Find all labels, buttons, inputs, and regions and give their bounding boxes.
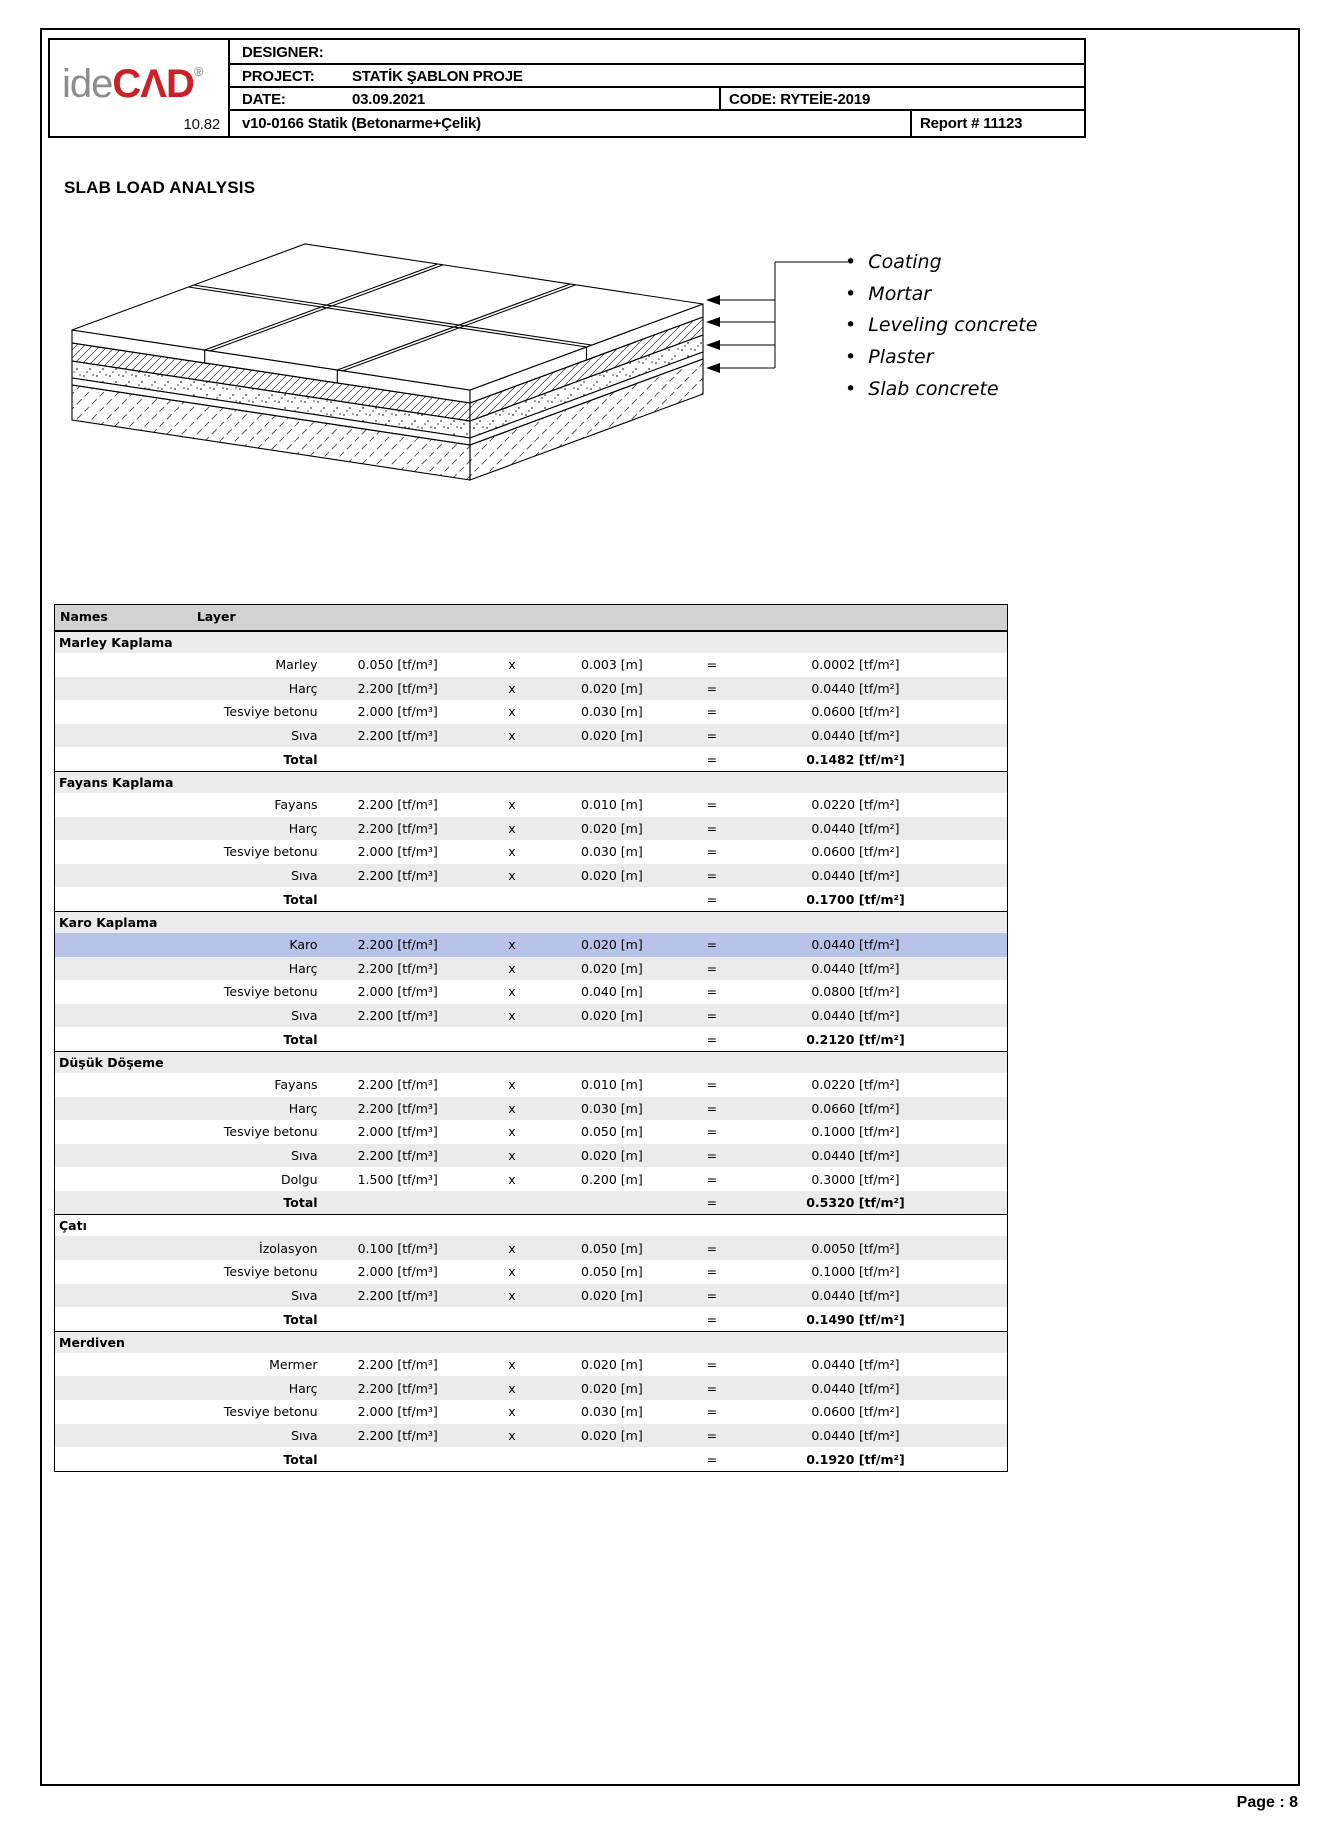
layer-load: 0.0440 [tf/m²] [811, 1008, 900, 1024]
total-load: 0.1482 [tf/m²] [806, 751, 905, 767]
registered-mark-icon: ® [193, 64, 204, 79]
layer-density: 2.000 [tf/m³] [357, 1264, 438, 1280]
layer-density: 2.000 [tf/m³] [357, 984, 438, 1000]
section-name: Merdiven [59, 1334, 125, 1350]
equals-sign: = [706, 657, 718, 673]
layer-thickness: 0.020 [m] [581, 728, 643, 744]
multiply-sign: x [508, 820, 516, 836]
equals-sign: = [706, 1451, 718, 1467]
equals-sign: = [706, 1264, 718, 1280]
layer-load: 0.0440 [tf/m²] [811, 960, 900, 976]
layer-thickness: 0.050 [m] [581, 1240, 643, 1256]
header-rows [230, 40, 1086, 136]
layer-load: 0.0600 [tf/m²] [811, 1404, 900, 1420]
layer-thickness: 0.020 [m] [581, 1147, 643, 1163]
layer-callout-lines [718, 262, 848, 368]
multiply-sign: x [508, 1100, 516, 1116]
multiply-sign: x [508, 844, 516, 860]
legend-item: • Leveling concrete [845, 310, 1037, 342]
layer-row [55, 653, 1007, 677]
layer-load: 0.0220 [tf/m²] [811, 797, 900, 813]
layer-density: 2.200 [tf/m³] [357, 1147, 438, 1163]
layer-density: 2.200 [tf/m³] [357, 960, 438, 976]
total-row [55, 1307, 1007, 1331]
equals-sign: = [706, 1031, 718, 1047]
layer-density: 2.200 [tf/m³] [357, 868, 438, 884]
section-name: Düşük Döşeme [59, 1054, 164, 1070]
equals-sign: = [706, 937, 718, 953]
section-header-row [55, 1214, 1007, 1236]
total-load: 0.5320 [tf/m²] [806, 1195, 905, 1211]
layer-name: Sıva [291, 1008, 318, 1024]
legend-item: • Mortar [845, 279, 1037, 311]
total-load: 0.1490 [tf/m²] [806, 1311, 905, 1327]
designer-label: DESIGNER: [242, 44, 324, 61]
logo-version: 10.82 [183, 116, 220, 133]
layer-thickness: 0.030 [m] [581, 704, 643, 720]
equals-sign: = [706, 797, 718, 813]
layer-name: Harç [288, 960, 318, 976]
legend-item: • Coating [845, 247, 1037, 279]
equals-sign: = [706, 1380, 718, 1396]
layer-load: 0.0440 [tf/m²] [811, 1287, 900, 1303]
multiply-sign: x [508, 704, 516, 720]
equals-sign: = [706, 1240, 718, 1256]
layer-thickness: 0.040 [m] [581, 984, 643, 1000]
equals-sign: = [706, 1100, 718, 1116]
layer-row [55, 933, 1007, 957]
layer-load: 0.0440 [tf/m²] [811, 868, 900, 884]
layer-density: 2.000 [tf/m³] [357, 844, 438, 860]
layer-load: 0.3000 [tf/m²] [811, 1171, 900, 1187]
report-title-block [48, 38, 1086, 138]
layer-name: Tesviye betonu [223, 1264, 318, 1280]
layer-thickness: 0.020 [m] [581, 1287, 643, 1303]
multiply-sign: x [508, 1380, 516, 1396]
equals-sign: = [706, 844, 718, 860]
layer-name: Karo [289, 937, 318, 953]
logo-text-ide: ide [62, 62, 113, 106]
layer-density: 2.000 [tf/m³] [357, 704, 438, 720]
layer-load: 0.0440 [tf/m²] [811, 820, 900, 836]
equals-sign: = [706, 1008, 718, 1024]
total-load: 0.1920 [tf/m²] [806, 1451, 905, 1467]
equals-sign: = [706, 1195, 718, 1211]
slab-isometric [72, 244, 703, 480]
layer-thickness: 0.003 [m] [581, 657, 643, 673]
layer-load: 0.0440 [tf/m²] [811, 1147, 900, 1163]
total-row [55, 1447, 1007, 1471]
report-number-cell: Report # 11123 [910, 111, 1086, 136]
layer-density: 2.000 [tf/m³] [357, 1404, 438, 1420]
version-row [230, 111, 1086, 136]
layer-row [55, 817, 1007, 841]
layer-thickness: 0.010 [m] [581, 797, 643, 813]
layer-row [55, 1260, 1007, 1284]
equals-sign: = [706, 751, 718, 767]
multiply-sign: x [508, 1171, 516, 1187]
page-title: SLAB LOAD ANALYSIS [64, 178, 256, 197]
multiply-sign: x [508, 680, 516, 696]
layer-thickness: 0.020 [m] [581, 820, 643, 836]
layer-row [55, 1284, 1007, 1308]
idecad-logo [62, 62, 203, 107]
version-value: v10-0166 Statik (Betonarme+Çelik) [242, 115, 481, 132]
total-label: Total [283, 751, 318, 767]
layer-density: 0.100 [tf/m³] [357, 1240, 438, 1256]
legend-item: • Plaster [845, 342, 1037, 374]
layer-name: Sıva [291, 1287, 318, 1303]
layer-row [55, 1376, 1007, 1400]
layer-thickness: 0.030 [m] [581, 844, 643, 860]
layer-row [55, 1073, 1007, 1097]
total-load: 0.1700 [tf/m²] [806, 891, 905, 907]
layer-load: 0.0440 [tf/m²] [811, 1427, 900, 1443]
layer-name: Tesviye betonu [223, 704, 318, 720]
load-table-rows [55, 631, 1007, 1471]
total-label: Total [283, 1031, 318, 1047]
section-name: Karo Kaplama [59, 914, 158, 930]
layer-density: 2.000 [tf/m³] [357, 1124, 438, 1140]
layer-row [55, 980, 1007, 1004]
layer-load: 0.0002 [tf/m²] [811, 657, 900, 673]
equals-sign: = [706, 1077, 718, 1093]
multiply-sign: x [508, 960, 516, 976]
layer-load: 0.0440 [tf/m²] [811, 937, 900, 953]
layer-name: Sıva [291, 868, 318, 884]
multiply-sign: x [508, 1077, 516, 1093]
layer-name: Tesviye betonu [223, 844, 318, 860]
equals-sign: = [706, 891, 718, 907]
layer-thickness: 0.200 [m] [581, 1171, 643, 1187]
layer-name: Marley [275, 657, 318, 673]
diagram-legend [845, 247, 1037, 406]
logo-cell [50, 40, 230, 136]
multiply-sign: x [508, 1264, 516, 1280]
equals-sign: = [706, 960, 718, 976]
multiply-sign: x [508, 984, 516, 1000]
layer-name: Sıva [291, 728, 318, 744]
layer-name: Fayans [274, 1077, 318, 1093]
layer-load: 0.0440 [tf/m²] [811, 728, 900, 744]
layer-load: 0.0800 [tf/m²] [811, 984, 900, 1000]
layer-row [55, 793, 1007, 817]
total-label: Total [283, 1311, 318, 1327]
section-name: Çatı [59, 1218, 87, 1234]
callout-arrowheads [706, 295, 720, 373]
layer-name: Tesviye betonu [223, 1124, 318, 1140]
equals-sign: = [706, 1404, 718, 1420]
layer-density: 2.200 [tf/m³] [357, 797, 438, 813]
section-header-row [55, 1051, 1007, 1073]
layer-load: 0.0600 [tf/m²] [811, 704, 900, 720]
layer-density: 2.200 [tf/m³] [357, 1427, 438, 1443]
layer-thickness: 0.020 [m] [581, 680, 643, 696]
total-label: Total [283, 1451, 318, 1467]
multiply-sign: x [508, 728, 516, 744]
legend-item: • Slab concrete [845, 374, 1037, 406]
layer-density: 2.200 [tf/m³] [357, 1287, 438, 1303]
total-label: Total [283, 1195, 318, 1211]
layer-thickness: 0.010 [m] [581, 1077, 643, 1093]
layer-name: Harç [288, 1380, 318, 1396]
layer-density: 0.050 [tf/m³] [357, 657, 438, 673]
equals-sign: = [706, 1357, 718, 1373]
layer-thickness: 0.050 [m] [581, 1124, 643, 1140]
designer-row [230, 40, 1086, 65]
layer-row [55, 1424, 1007, 1448]
section-header-row [55, 771, 1007, 793]
layer-thickness: 0.020 [m] [581, 868, 643, 884]
slab-load-table [54, 604, 1008, 1472]
layer-row [55, 1120, 1007, 1144]
multiply-sign: x [508, 937, 516, 953]
layer-thickness: 0.030 [m] [581, 1404, 643, 1420]
layer-density: 2.200 [tf/m³] [357, 937, 438, 953]
total-row [55, 887, 1007, 911]
multiply-sign: x [508, 1357, 516, 1373]
date-label: DATE: [242, 91, 286, 108]
equals-sign: = [706, 680, 718, 696]
layer-row [55, 1353, 1007, 1377]
multiply-sign: x [508, 1287, 516, 1303]
project-label: PROJECT: [242, 68, 315, 85]
equals-sign: = [706, 1147, 718, 1163]
total-label: Total [283, 891, 318, 907]
layer-density: 2.200 [tf/m³] [357, 1008, 438, 1024]
table-header-row [55, 605, 1007, 631]
total-row [55, 1191, 1007, 1215]
date-row [230, 88, 1086, 111]
equals-sign: = [706, 820, 718, 836]
layer-thickness: 0.050 [m] [581, 1264, 643, 1280]
layer-density: 2.200 [tf/m³] [357, 1380, 438, 1396]
layer-load: 0.0440 [tf/m²] [811, 1380, 900, 1396]
layer-row [55, 864, 1007, 888]
equals-sign: = [706, 868, 718, 884]
layer-name: Tesviye betonu [223, 984, 318, 1000]
layer-name: Tesviye betonu [223, 1404, 318, 1420]
date-value: 03.09.2021 [352, 91, 426, 108]
page-number: Page : 8 [1236, 1794, 1298, 1811]
layer-name: Mermer [269, 1357, 318, 1373]
layer-row [55, 1144, 1007, 1168]
layer-load: 0.0050 [tf/m²] [811, 1240, 900, 1256]
multiply-sign: x [508, 1240, 516, 1256]
section-name: Marley Kaplama [59, 635, 173, 650]
total-row [55, 747, 1007, 771]
project-row [230, 65, 1086, 88]
layer-load: 0.0600 [tf/m²] [811, 844, 900, 860]
layer-name: Harç [288, 680, 318, 696]
multiply-sign: x [508, 1147, 516, 1163]
layer-row [55, 840, 1007, 864]
project-value: STATİK ŞABLON PROJE [352, 68, 523, 85]
layer-name: Fayans [274, 797, 318, 813]
column-header-names: Names [60, 609, 108, 624]
layer-row [55, 957, 1007, 981]
equals-sign: = [706, 984, 718, 1000]
layer-load: 0.1000 [tf/m²] [811, 1124, 900, 1140]
layer-density: 2.200 [tf/m³] [357, 680, 438, 696]
layer-thickness: 0.020 [m] [581, 1357, 643, 1373]
equals-sign: = [706, 1287, 718, 1303]
total-row [55, 1027, 1007, 1051]
code-cell: CODE: RYTEİE-2019 [719, 88, 1086, 109]
multiply-sign: x [508, 657, 516, 673]
equals-sign: = [706, 728, 718, 744]
multiply-sign: x [508, 1427, 516, 1443]
layer-row [55, 700, 1007, 724]
equals-sign: = [706, 1171, 718, 1187]
section-name: Fayans Kaplama [59, 774, 174, 790]
layer-density: 2.200 [tf/m³] [357, 820, 438, 836]
layer-name: İzolasyon [259, 1240, 318, 1256]
layer-density: 2.200 [tf/m³] [357, 1100, 438, 1116]
multiply-sign: x [508, 1008, 516, 1024]
layer-load: 0.0440 [tf/m²] [811, 1357, 900, 1373]
layer-row [55, 1400, 1007, 1424]
layer-density: 2.200 [tf/m³] [357, 728, 438, 744]
equals-sign: = [706, 1427, 718, 1443]
layer-row [55, 1167, 1007, 1191]
layer-name: Dolgu [280, 1171, 318, 1187]
layer-row [55, 1004, 1007, 1028]
layer-load: 0.0440 [tf/m²] [811, 680, 900, 696]
layer-density: 1.500 [tf/m³] [357, 1171, 438, 1187]
multiply-sign: x [508, 797, 516, 813]
layer-thickness: 0.020 [m] [581, 960, 643, 976]
section-header-row [55, 1331, 1007, 1353]
layer-row [55, 1236, 1007, 1260]
layer-name: Sıva [291, 1427, 318, 1443]
multiply-sign: x [508, 1404, 516, 1420]
layer-row [55, 1097, 1007, 1121]
layer-load: 0.0660 [tf/m²] [811, 1100, 900, 1116]
logo-text-cad: CΛD [112, 62, 194, 106]
multiply-sign: x [508, 868, 516, 884]
multiply-sign: x [508, 1124, 516, 1140]
section-header-row [55, 631, 1007, 653]
layer-load: 0.1000 [tf/m²] [811, 1264, 900, 1280]
layer-thickness: 0.020 [m] [581, 937, 643, 953]
layer-row [55, 724, 1007, 748]
layer-density: 2.200 [tf/m³] [357, 1077, 438, 1093]
equals-sign: = [706, 1311, 718, 1327]
layer-load: 0.0220 [tf/m²] [811, 1077, 900, 1093]
layer-thickness: 0.020 [m] [581, 1380, 643, 1396]
column-header-layer: Layer [196, 609, 236, 624]
layer-name: Sıva [291, 1147, 318, 1163]
layer-name: Harç [288, 820, 318, 836]
section-header-row [55, 911, 1007, 933]
layer-thickness: 0.020 [m] [581, 1427, 643, 1443]
layer-thickness: 0.030 [m] [581, 1100, 643, 1116]
equals-sign: = [706, 1124, 718, 1140]
layer-thickness: 0.020 [m] [581, 1008, 643, 1024]
equals-sign: = [706, 704, 718, 720]
layer-density: 2.200 [tf/m³] [357, 1357, 438, 1373]
layer-row [55, 677, 1007, 701]
total-load: 0.2120 [tf/m²] [806, 1031, 905, 1047]
layer-name: Harç [288, 1100, 318, 1116]
